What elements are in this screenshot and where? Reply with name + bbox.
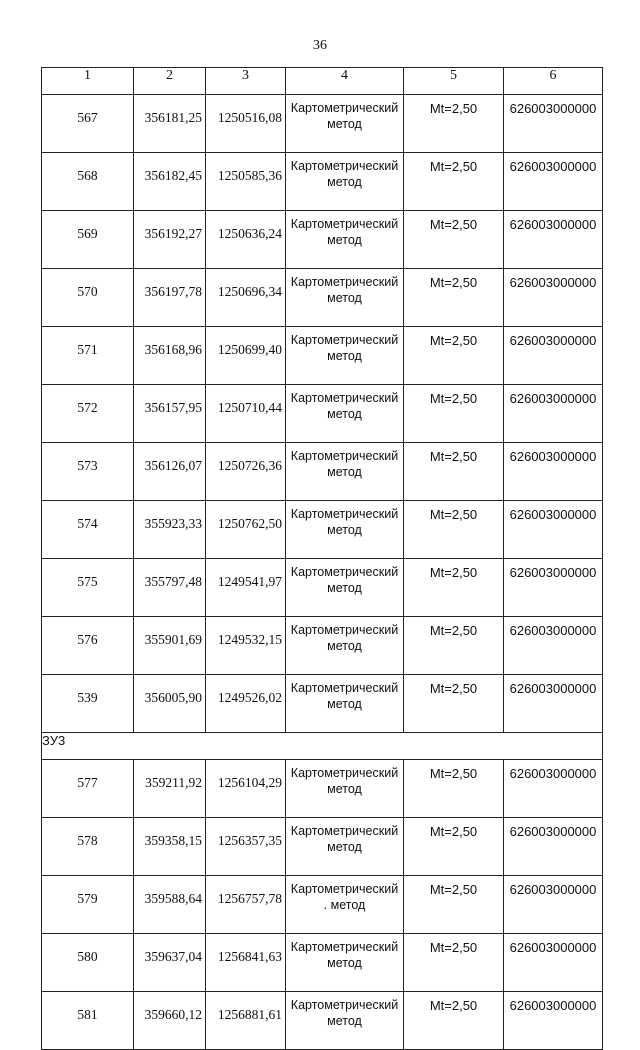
column-header: 4: [286, 68, 404, 95]
accuracy-cell: Mt=2,50: [404, 992, 504, 1050]
accuracy-cell: Mt=2,50: [404, 934, 504, 992]
accuracy-cell: Mt=2,50: [404, 818, 504, 876]
method-line1: Картометрический: [290, 882, 399, 896]
code-cell: 626003000000: [504, 153, 603, 211]
coord-x: 359211,92: [134, 760, 206, 818]
coord-x: 355797,48: [134, 559, 206, 617]
column-header: 2: [134, 68, 206, 95]
method-line2: метод: [327, 697, 362, 711]
column-header: 6: [504, 68, 603, 95]
point-number: 575: [42, 559, 134, 617]
code-cell: 626003000000: [504, 675, 603, 733]
table-row: [42, 617, 603, 675]
method-cell: [286, 327, 404, 385]
method-cell: [286, 269, 404, 327]
table-row: [42, 385, 603, 443]
coord-y: 1256757,78: [206, 876, 286, 934]
column-header: 1: [42, 68, 134, 95]
table-row: [42, 934, 603, 992]
coord-x: 359588,64: [134, 876, 206, 934]
coord-y: 1250699,40: [206, 327, 286, 385]
coord-x: 356157,95: [134, 385, 206, 443]
accuracy-cell: Mt=2,50: [404, 443, 504, 501]
method-line2: метод: [327, 407, 362, 421]
point-number: 570: [42, 269, 134, 327]
coord-x: 356197,78: [134, 269, 206, 327]
method-line2: метод: [327, 1014, 362, 1028]
accuracy-cell: Mt=2,50: [404, 617, 504, 675]
accuracy-cell: Mt=2,50: [404, 501, 504, 559]
accuracy-cell: Mt=2,50: [404, 760, 504, 818]
code-cell: 626003000000: [504, 760, 603, 818]
coord-y: 1256357,35: [206, 818, 286, 876]
table-row: [42, 269, 603, 327]
point-number: 573: [42, 443, 134, 501]
column-header: 3: [206, 68, 286, 95]
method-line2: метод: [327, 523, 362, 537]
method-cell: [286, 385, 404, 443]
method-line2: метод: [327, 349, 362, 363]
table-row: [42, 760, 603, 818]
coord-x: 359637,04: [134, 934, 206, 992]
coord-y: 1250710,44: [206, 385, 286, 443]
method-line2: метод: [327, 233, 362, 247]
method-cell: [286, 443, 404, 501]
zone-row: [42, 733, 603, 760]
point-number: 578: [42, 818, 134, 876]
code-cell: 626003000000: [504, 934, 603, 992]
accuracy-cell: Mt=2,50: [404, 95, 504, 153]
method-line2: метод: [327, 175, 362, 189]
point-number: 568: [42, 153, 134, 211]
method-line1: Картометрический: [290, 940, 399, 954]
coord-x: 356005,90: [134, 675, 206, 733]
method-line1: Картометрический: [290, 449, 399, 463]
code-cell: 626003000000: [504, 992, 603, 1050]
method-line1: Картометрический: [290, 507, 399, 521]
method-line2: метод: [327, 956, 362, 970]
method-line2: метод: [327, 782, 362, 796]
code-cell: 626003000000: [504, 617, 603, 675]
table-row: [42, 95, 603, 153]
method-cell: [286, 675, 404, 733]
method-line1: Картометрический: [290, 217, 399, 231]
coord-x: 359358,15: [134, 818, 206, 876]
table-header-row: [42, 68, 603, 95]
point-number: 581: [42, 992, 134, 1050]
accuracy-cell: Mt=2,50: [404, 559, 504, 617]
coord-y: 1250726,36: [206, 443, 286, 501]
coord-y: 1249526,02: [206, 675, 286, 733]
zone-label: ЗУ3: [42, 733, 603, 760]
table-row: [42, 675, 603, 733]
method-cell: [286, 617, 404, 675]
method-line2: метод: [327, 840, 362, 854]
point-number: 571: [42, 327, 134, 385]
method-line1: Картометрический: [290, 998, 399, 1012]
code-cell: 626003000000: [504, 559, 603, 617]
method-cell: [286, 934, 404, 992]
method-cell: [286, 818, 404, 876]
method-cell: [286, 876, 404, 934]
table-row: [42, 211, 603, 269]
coord-y: 1250516,08: [206, 95, 286, 153]
coord-y: 1256104,29: [206, 760, 286, 818]
method-line1: Картометрический: [290, 623, 399, 637]
point-number: 580: [42, 934, 134, 992]
coord-y: 1249532,15: [206, 617, 286, 675]
coord-x: 356192,27: [134, 211, 206, 269]
coord-y: 1250636,24: [206, 211, 286, 269]
point-number: 576: [42, 617, 134, 675]
code-cell: 626003000000: [504, 327, 603, 385]
coord-y: 1256881,61: [206, 992, 286, 1050]
code-cell: 626003000000: [504, 211, 603, 269]
method-line2: метод: [327, 639, 362, 653]
method-cell: [286, 559, 404, 617]
table-row: [42, 443, 603, 501]
method-line2: метод: [327, 465, 362, 479]
code-cell: 626003000000: [504, 818, 603, 876]
method-line1: Картометрический: [290, 275, 399, 289]
method-line1: Картометрический: [290, 766, 399, 780]
code-cell: 626003000000: [504, 385, 603, 443]
coord-x: 355901,69: [134, 617, 206, 675]
coord-y: 1256841,63: [206, 934, 286, 992]
coord-y: 1250762,50: [206, 501, 286, 559]
point-number: 577: [42, 760, 134, 818]
table-row: [42, 501, 603, 559]
accuracy-cell: Mt=2,50: [404, 269, 504, 327]
method-line2: метод: [327, 581, 362, 595]
method-line2: . метод: [323, 898, 366, 912]
coord-x: 356168,96: [134, 327, 206, 385]
point-number: 569: [42, 211, 134, 269]
accuracy-cell: Mt=2,50: [404, 153, 504, 211]
table-row: [42, 876, 603, 934]
method-line1: Картометрический: [290, 333, 399, 347]
method-cell: [286, 211, 404, 269]
method-cell: [286, 501, 404, 559]
accuracy-cell: Mt=2,50: [404, 327, 504, 385]
code-cell: 626003000000: [504, 443, 603, 501]
coord-x: 356182,45: [134, 153, 206, 211]
table-row: [42, 992, 603, 1050]
coord-x: 359660,12: [134, 992, 206, 1050]
point-number: 539: [42, 675, 134, 733]
method-line1: Картометрический: [290, 101, 399, 115]
accuracy-cell: Mt=2,50: [404, 385, 504, 443]
method-line1: Картометрический: [290, 159, 399, 173]
point-number: 574: [42, 501, 134, 559]
method-line2: метод: [327, 291, 362, 305]
coord-y: 1249541,97: [206, 559, 286, 617]
method-cell: [286, 760, 404, 818]
table-row: [42, 818, 603, 876]
code-cell: 626003000000: [504, 95, 603, 153]
accuracy-cell: Mt=2,50: [404, 876, 504, 934]
coord-y: 1250585,36: [206, 153, 286, 211]
coord-y: 1250696,34: [206, 269, 286, 327]
method-cell: [286, 153, 404, 211]
coord-x: 356126,07: [134, 443, 206, 501]
method-line1: Картометрический: [290, 824, 399, 838]
code-cell: 626003000000: [504, 876, 603, 934]
coordinates-table: [41, 67, 603, 1050]
accuracy-cell: Mt=2,50: [404, 211, 504, 269]
accuracy-cell: Mt=2,50: [404, 675, 504, 733]
code-cell: 626003000000: [504, 501, 603, 559]
point-number: 572: [42, 385, 134, 443]
point-number: 579: [42, 876, 134, 934]
point-number: 567: [42, 95, 134, 153]
table-row: [42, 327, 603, 385]
column-header: 5: [404, 68, 504, 95]
page-number: 36: [313, 38, 327, 53]
table-row: [42, 559, 603, 617]
coord-x: 356181,25: [134, 95, 206, 153]
method-cell: [286, 95, 404, 153]
method-line2: метод: [327, 117, 362, 131]
method-line1: Картометрический: [290, 565, 399, 579]
method-line1: Картометрический: [290, 681, 399, 695]
code-cell: 626003000000: [504, 269, 603, 327]
table-row: [42, 153, 603, 211]
method-line1: Картометрический: [290, 391, 399, 405]
method-cell: [286, 992, 404, 1050]
coord-x: 355923,33: [134, 501, 206, 559]
